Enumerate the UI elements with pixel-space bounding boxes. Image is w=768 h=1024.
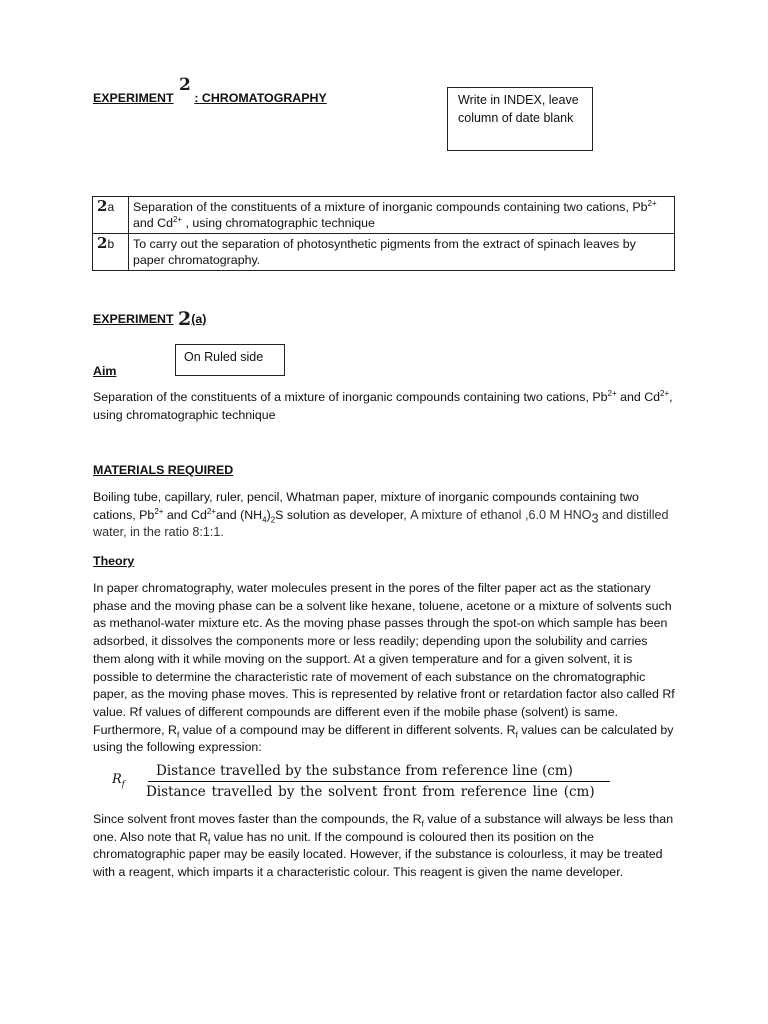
aim-text-part: Separation of the constituents of a mixture of inorganic compounds containing two cations, Pb: [93, 390, 608, 404]
formula-lhs-symbol: R: [112, 772, 122, 787]
theory-text-part: value of a substance will always be less than one. Also note that R: [93, 812, 674, 844]
materials-heading: MATERIALS REQUIRED: [93, 463, 234, 477]
aim-text-part: , using chromatographic technique: [93, 390, 673, 422]
handwritten-number: 2: [178, 308, 192, 330]
subscript: 4: [262, 515, 267, 525]
handwritten-number: 2: [97, 234, 108, 252]
formula-denominator: Distance travelled by the solvent front from reference line (cm): [146, 784, 595, 800]
aim-text: [93, 389, 677, 424]
handwritten-number: 2: [179, 75, 191, 95]
superscript: 2+: [660, 388, 670, 398]
subscript: f: [421, 819, 424, 829]
description-text: , using chromatographic technique: [182, 216, 375, 230]
fraction-line: [148, 781, 610, 782]
handwritten-number: 2: [97, 197, 108, 215]
experiment-title: : CHROMATOGRAPHY: [194, 91, 327, 105]
description-text: Separation of the constituents of a mixture of inorganic compounds containing two cations, Pb: [133, 200, 648, 214]
theory-paragraph-2: [93, 811, 677, 882]
materials-text-part: and distilled water, in the ratio 8:1:1.: [93, 507, 669, 540]
experiments-table: [92, 196, 675, 271]
superscript: 2+: [647, 198, 657, 208]
theory-heading: Theory: [93, 554, 135, 568]
subscript: f: [121, 779, 125, 789]
sub-experiment-label: EXPERIMENT: [93, 312, 174, 326]
superscript: 2+: [154, 506, 164, 516]
theory-text-part: In paper chromatography, water molecules present in the pores of the filter paper act as the stationary phase and the moving phase can be a solvent like hexane, toluene, acetone or a mixture of solvents such as methanol-water mixture etc. As the moving phase passes through the spot-on which sample has been adsorbed, it dissolves the components more or less readily; depending upon the solubility and carries them along with it while moving on the support. At a given temperature and for a given solvent, it is possible to determine the characteristic rate of movement of each substance on the chromatographic paper, as the moving phase moves. This is represented by relative front or retardation factor also called Rf value. Rf values of different compounds are different even if the mobile phase (solvent) is same. Furthermore, R: [93, 581, 675, 737]
index-note-box: [447, 87, 593, 151]
theory-text-part: Since solvent front moves faster than the compounds, the R: [93, 812, 422, 826]
table-row: [93, 197, 675, 234]
formula-lhs: [112, 772, 125, 787]
ruled-note-box: [175, 344, 285, 376]
sub-experiment-heading: [93, 308, 207, 330]
subscript: f: [515, 730, 518, 740]
materials-text-part: and Cd: [163, 507, 207, 522]
theory-text-part: value has no unit. If the compound is coloured then its position on the chromatographic paper may be easily located. However, if the substance is colourless, it may be treated with a reagent, which imparts it a characteristic colour. This reagent is given the name developer.: [93, 829, 663, 880]
theory-text-part: values can be calculated by using the following expression:: [93, 722, 674, 755]
superscript: 2+: [206, 506, 216, 516]
superscript: 2+: [607, 388, 617, 398]
subscript: f: [177, 730, 180, 740]
formula-numerator: Distance travelled by the substance from reference line (cm): [156, 763, 573, 779]
aim-text-part: and Cd: [616, 390, 661, 404]
index-note-text: Write in INDEX, leave column of date blank: [458, 93, 579, 125]
materials-text-part: A mixture of ethanol ,6.0 M HNO: [410, 507, 592, 522]
materials-text-part: ): [266, 507, 271, 522]
aim-heading: Aim: [93, 364, 117, 378]
table-row: [93, 234, 675, 271]
description-text: and Cd: [133, 216, 173, 230]
theory-text-part: value of a compound may be different in different solvents. R: [179, 722, 516, 737]
subscript: 2: [270, 515, 276, 525]
materials-text-part: S solution as developer,: [275, 507, 411, 522]
superscript: 2+: [172, 214, 183, 224]
materials-text-part: Boiling tube, capillary, ruler, pencil, Whatman paper, mixture of inorganic compounds containing two cations, Pb: [93, 490, 639, 522]
subscript: f: [208, 837, 211, 847]
subscript: 3: [591, 511, 599, 526]
ruled-note-text: On Ruled side: [184, 350, 264, 364]
materials-text: [93, 489, 677, 542]
experiment-description-cell: To carry out the separation of photosynthetic pigments from the extract of spinach leaves by paper chromatography.: [129, 234, 675, 271]
experiment-label: EXPERIMENT: [93, 91, 174, 105]
theory-paragraph-1: [93, 580, 677, 757]
materials-text-part: and (NH: [215, 507, 263, 522]
experiment-number-cell: 2a: [93, 197, 129, 234]
sub-experiment-suffix: (a): [191, 312, 207, 326]
page-title: [93, 75, 327, 106]
experiment-number-cell: 2b: [93, 234, 129, 271]
experiment-description-cell: [129, 197, 675, 234]
